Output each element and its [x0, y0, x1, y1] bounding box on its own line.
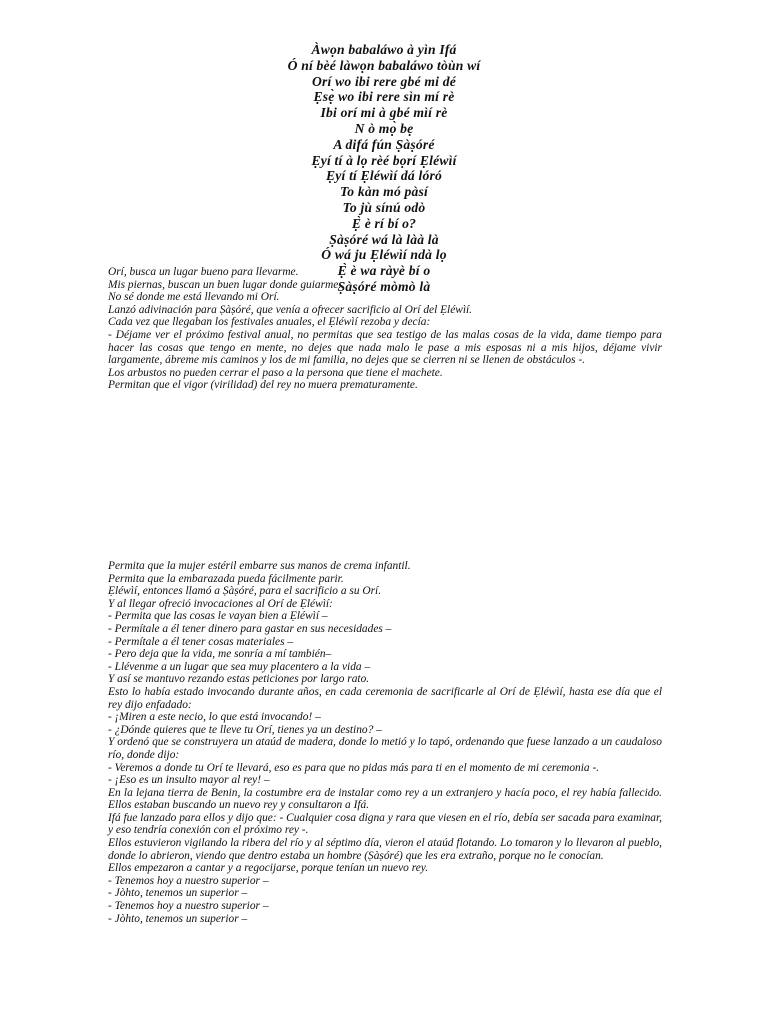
verse-line: A difá fún Ṣàṣóré	[333, 136, 435, 152]
prose-line: - Jòhto, tenemos un superior –	[108, 887, 248, 900]
prose-line: - Permita que las cosas le vayan bien a Ẹléwìí –	[108, 610, 328, 623]
prose-line: - Permítale a él tener cosas materiales –	[108, 635, 294, 648]
verse-line: Ẹ̀ è rí bí o?	[351, 215, 417, 231]
verse-line: Ṣàṣóré mòmò là	[337, 278, 431, 294]
prose-line: - Tenemos hoy a nuestro superior –	[108, 900, 269, 913]
verse-line: N ò mọ̀ bẹ	[354, 120, 414, 136]
prose-line: Esto lo había estado invocando durante años, en cada ceremonia de sacrificarle al Orí de Ẹléwìí, hasta ese día que el rey dijo enfadado:	[108, 685, 662, 711]
prose-line: Ellos estuvieron vigilando la ribera del río y al séptimo día, vieron el ataúd flotando. Lo tomaron y lo llevaron al pueblo, donde lo abrieron, viendo que dentro estaba un hombre (Ṣàṣóré) que les era extraño, porque no le conocían.	[108, 837, 662, 862]
prose-line: Los arbustos no pueden cerrar el paso a la persona que tiene el machete.	[108, 366, 443, 379]
verse-line: Ẹ̀ è wa ràyè bí o	[337, 263, 431, 279]
prose-line: - Déjame ver el próximo festival anual, no permitas que sea testigo de las malas cosas de la vida, dame tiempo para hacer las cosas que tengo en mente, no dejes que nada malo le pase a mis esposas ni a mis hijos, déjame vivir largamente, ábreme mis caminos y los de mi familia, no dejes que se cierren ni se llenen de obstáculos -.	[108, 328, 662, 367]
prose-line: - Tenemos hoy a nuestro superior –	[108, 874, 269, 887]
verse-line: Orí wo ibi rere gbé mi dé	[312, 73, 456, 89]
verse-line: Ó wá ju Ẹléwìí ndà lọ	[321, 247, 447, 263]
prose-line: Y ordenó que se construyera un ataúd de madera, donde lo metió y lo tapó, ordenando que fuese lanzado a un caudaloso río, donde dijo:	[108, 736, 662, 761]
prose-line: Permitan que el vigor (virilidad) del rey no muera prematuramente.	[108, 379, 418, 392]
prose-line: Cada vez que llegaban los festivales anuales, el Ẹléwìí rezoba y decía:	[108, 316, 431, 329]
verse-line: Ó ní bèé làwọn babaláwo tòùn wí	[287, 57, 481, 73]
prose-line: Lanzó adivinación para Ṣàṣóré, que venía a ofrecer sacrificio al Orí del Ẹléwìí.	[108, 303, 473, 316]
prose-line: - Llévenme a un lugar que sea muy placentero a la vida –	[108, 660, 371, 673]
prose-line: Permita que la mujer estéril embarre sus manos de crema infantil.	[108, 560, 411, 572]
prose-line: Ẹléwìí, entonces llamó a Ṣàṣóré, para el sacrificio a su Orí.	[108, 585, 382, 598]
prose-line: - Veremos a donde tu Orí te llevará, eso es para que no pidas más para ti en el momento de mi ceremonia -.	[108, 761, 600, 774]
prose-line: - Jòhto, tenemos un superior –	[108, 912, 248, 925]
prose-line: - Permítale a él tener dinero para gastar en sus necesidades –	[108, 622, 392, 635]
prose-line: - ¡Miren a este necio, lo que está invocando! –	[108, 711, 321, 724]
verse-line: Àwọn babaláwo à yìn Ifá	[311, 42, 457, 57]
prose-line: No sé donde me está llevando mi Orí.	[108, 291, 280, 304]
verse-line: To jù sínú odò	[342, 199, 426, 215]
verse-line: Ibi orí mi à gbé mìí rè	[320, 105, 448, 121]
verse-line: To kàn mó pàsí	[339, 184, 429, 200]
verse-line: Ẹsẹ̀ wo ibi rere sìn mí rè	[313, 89, 455, 105]
prose-line: Orí, busca un lugar bueno para llevarme.	[108, 266, 299, 278]
verse-line: Ẹyí tí Ẹléwìí dá lóró	[326, 168, 442, 184]
verse-line: Ṣàṣóré wá là làà là	[329, 231, 439, 247]
prose-line: Permita que la embarazada pueda fácilmente parir.	[108, 572, 344, 585]
prose-line: - ¿Dónde quieres que te lleve tu Orí, tienes ya un destino? –	[108, 723, 382, 736]
yoruba-verse	[0, 42, 768, 295]
prose-line: - Pero deja que la vida, me sonría a mí también–	[108, 648, 332, 661]
prose-line: En la lejana tierra de Benin, la costumbre era de instalar como rey a un extranjero y hacía poco, el rey había fallecido. Ellos estaban buscando un nuevo rey y consultaron a Ifá.	[108, 786, 662, 812]
prose-line: Y así se mantuvo rezando estas peticiones por largo rato.	[108, 673, 370, 686]
spanish-prose-block-2	[108, 560, 662, 925]
spanish-prose-block-1	[108, 266, 662, 392]
prose-line: - ¡Eso es un insulto mayor al rey! –	[108, 774, 270, 787]
prose-line: Mis piernas, buscan un buen lugar donde guiarme.	[108, 278, 342, 291]
prose-line: Y al llegar ofreció invocaciones al Orí de Ẹléwìí:	[108, 597, 333, 610]
prose-line: Ifá fue lanzado para ellos y dijo que: - Cualquier cosa digna y rara que viesen en el río, debía ser sacada para examinar, y eso tendría conexión con el próximo rey -.	[108, 811, 662, 837]
verse-line: Ẹyí tí à lọ rèé bọrí Ẹléwìí	[311, 152, 457, 168]
prose-line: Ellos empezaron a cantar y a regocijarse, porque tenían un nuevo rey.	[108, 862, 429, 875]
